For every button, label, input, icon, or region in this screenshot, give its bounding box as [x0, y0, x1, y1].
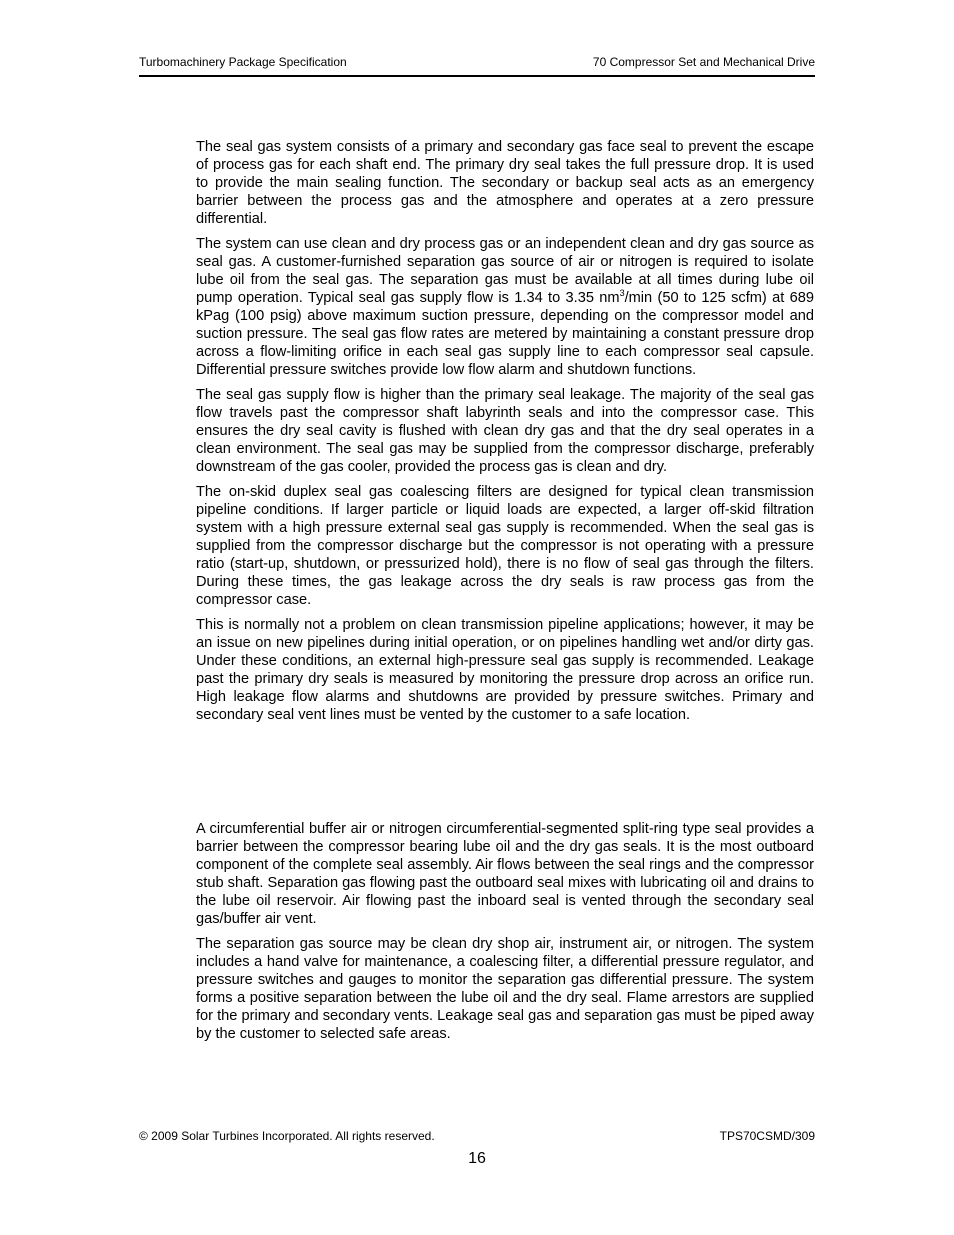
- paragraph: The seal gas system consists of a primary and secondary gas face seal to prevent the escape of process gas for each shaft end. The primary dry seal takes the full pressure drop. It is used to provide the main sealing function. The secondary or backup seal acts as an emergency barrier between the process gas and the atmosphere and operates at a zero pressure differential.: [196, 139, 814, 227]
- paragraph-text: The system can use clean and dry process gas or an independent clean and dry gas source as seal gas. A customer-furnished separation gas source of air or nitrogen is required to isolate lube oil from the seal gas. The separation gas must be available at all times during lube oil pump operation. Typical seal gas supply flow is 1.34 to 3.35 nm: [196, 236, 814, 306]
- seal-gas-section: [196, 138, 814, 731]
- paragraph: This is normally not a problem on clean transmission pipeline applications; however, it may be an issue on new pipelines during initial operation, or on pipelines handling wet and/or dirty gas. Under these conditions, an external high-pressure seal gas supply is recommended. Leakage past the primary dry seals is measured by monitoring the pressure drop across an orifice run. High leakage flow alarms and shutdowns are provided by pressure switches. Primary and secondary seal vent lines must be vented by the customer to a safe location.: [196, 617, 814, 723]
- footer-copyright: © 2009 Solar Turbines Incorporated. All rights reserved.: [139, 1129, 435, 1143]
- page-header: [139, 55, 815, 77]
- header-document-title: Turbomachinery Package Specification: [139, 55, 347, 69]
- footer-document-id: TPS70CSMD/309: [719, 1129, 815, 1143]
- superscript: 3: [619, 288, 625, 299]
- paragraph: The separation gas source may be clean dry shop air, instrument air, or nitrogen. The system includes a hand valve for maintenance, a coalescing filter, a differential pressure regulator, and pressure switches and gauges to monitor the separation gas differential pressure. The system forms a positive separation between the lube oil and the dry seal. Flame arrestors are supplied for the primary and secondary vents. Leakage seal gas and separation gas must be piped away by the customer to selected safe areas.: [196, 936, 814, 1042]
- page-number: 16: [468, 1150, 486, 1167]
- header-section-title: 70 Compressor Set and Mechanical Drive: [592, 55, 815, 69]
- paragraph-text: /min (50 to 125 scfm) at 689 kPag (100 psig) above maximum suction pressure, depending on the compressor model and suction pressure. The seal gas flow rates are metered by maintaining a constant pressure drop across a flow-limiting orifice in each seal gas supply line to each compressor seal capsule. Differential pressure switches provide low flow alarm and shutdown functions.: [196, 290, 814, 378]
- paragraph: [196, 235, 814, 379]
- paragraph: A circumferential buffer air or nitrogen circumferential-segmented split-ring type seal provides a barrier between the compressor bearing lube oil and the dry gas seals. It is the most outboard component of the complete seal assembly. Air flows between the seal rings and the compressor stub shaft. Separation gas flowing past the outboard seal mixes with lubricating oil and drains to the lube oil reservoir. Air flowing past the inboard seal is vented through the secondary seal gas/buffer air vent.: [196, 821, 814, 927]
- paragraph: The seal gas supply flow is higher than the primary seal leakage. The majority of the seal gas flow travels past the compressor shaft labyrinth seals and into the compressor case. This ensures the dry seal cavity is flushed with clean dry gas and that the dry seal operates in a clean environment. The seal gas may be supplied from the compressor discharge, preferably downstream of the gas cooler, provided the process gas is clean and dry.: [196, 387, 814, 475]
- separation-seal-section: [196, 820, 814, 1050]
- paragraph: The on-skid duplex seal gas coalescing filters are designed for typical clean transmission pipeline conditions. If larger particle or liquid loads are expected, a larger off-skid filtration system with a high pressure external seal gas supply is recommended. When the seal gas is supplied from the compressor discharge but the compressor is not operating with a pressure ratio (start-up, shutdown, or pressurized hold), there is no flow of seal gas through the filters. During these times, the gas leakage across the dry seals is raw process gas from the compressor case.: [196, 484, 814, 608]
